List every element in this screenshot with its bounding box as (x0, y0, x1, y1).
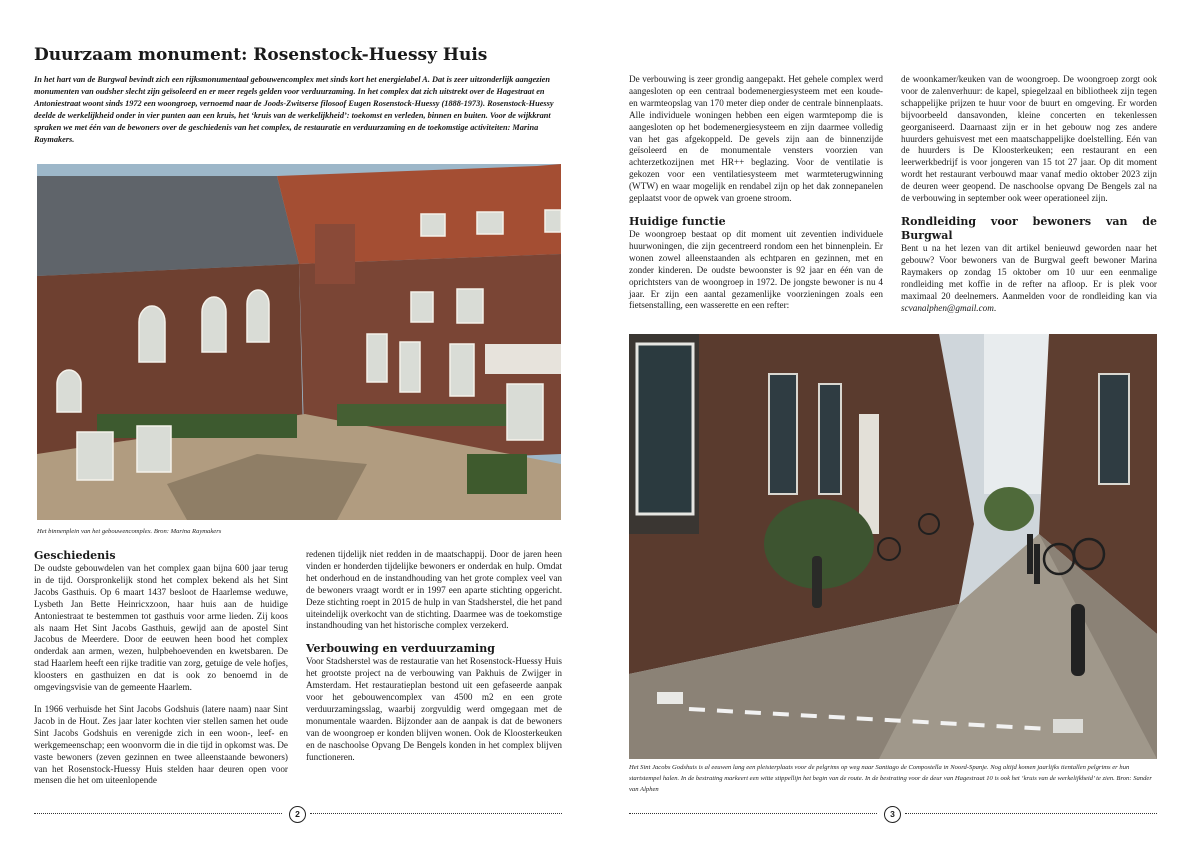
geschiedenis-paragraph-2: In 1966 verhuisde het Sint Jacobs Godshuis (latere naam) naar Sint Jacob in de Hout. Zes jaar later kochten vier stellen samen het oude Sint Jacobs Godshuis en verenigde zich in een woon-, leef- en werkgemeenschap; een woonvorm die in die tijd in opkomst was. De vaste bewoners (zeven gezinnen en twee alleenstaande bewoners) van het Rosenstock-Huessy Huis stelden haar deuren open voor mensen die het om uiteenlopende (34, 703, 288, 786)
article-title: Duurzaam monument: Rosenstock-Huessy Huis (34, 45, 488, 65)
contact-email-link[interactable]: scvanalphen@gmail.com (901, 302, 994, 313)
page-number-badge: 2 (289, 806, 306, 823)
street-photo-caption: Het Sint Jacobs Godshuis is al eeuwen lang een pleisterplaats voor de pelgrims op weg naar Santiago de Compostella in Noord-Spanje. Nog altijd komen jaarlijks tientallen pelgrims er hun startstempel halen. In de bestrating markeert een witte stippellijn het begin van de route. In de bestrating voor de deur van Hagestraat 10 is ook het ‘kruis van de werkelijkheid’ te zien. Bron: Sander van Alphen (629, 764, 1152, 793)
page2-column-right (306, 549, 562, 774)
geschiedenis-continued: redenen tijdelijk niet redden in de maatschappij. Door de jaren heen vinden er honderden tijdelijke bewoners er onderdak en hulp. Omdat het onderhoud en de instandhouding van het grote complex veel van de bewoners vraagt wordt er in 1997 een aparte stichting opgericht. Deze stichting roept in 2015 de hulp in van Stadsherstel, die het pand uiteindelijk overkocht van de stichting. Daarmee was de toekomstige instandhouding van het historische complex verzekerd. (306, 549, 562, 631)
rondleiding-text: Bent u na het lezen van dit artikel benieuwd geworden naar het gebouw? Voor bewoners van de Burgwal geeft bewoner Marina Raymakers op zondag 15 oktober om 10 uur een eenmalige rondleiding met koffie in de refter na afloop. Er is plek voor maximaal 20 deelnemers. Aanmelden voor de rondleiding kan via (901, 242, 1157, 301)
section-heading-verbouwing: Verbouwing en verduurzaming (306, 642, 495, 656)
footer-rule-right (905, 813, 1157, 814)
huidige-functie-paragraph: De woongroep bestaat op dit moment uit zeventien individuele huurwoningen, die zijn gecentreerd rondom een het binnenplein. Er wonen zowel alleenstaanden als echtparen en gezinnen, met en zonder kinderen. De oudste bewoonster is 92 jaar en één van de oprichtsters van de woongroep in 1972. De jongste bewoner is nu 4 jaar. Er zijn een aantal gezamenlijke voorzieningen zoals een fietsenstalling, een wasserette en een refter: (629, 228, 883, 311)
verbouwing-continued: De verbouwing is zeer grondig aangepakt. Het gehele complex werd aangesloten op een centraal bodemenergiesysteem met een koude- en warmteopslag van 170 meter diep onder de centrale binnenplaats. Alle individuele woningen hebben een eigen warmtepomp die is aangesloten op het bodemenergiesysteem en zijn daarmee volledig van het gas afgekoppeld. De gevels zijn aan de binnenzijde geïsoleerd en de monumentale vensters voorzien van achterzetkozijnen met HR++ beglazing. Voor de ventilatie is gekozen voor een ventilatiesysteem met warmteterugwinning (WTW) en waar mogelijk en rendabel zijn op het dak zonnepanelen geplaatst voor de opwek van groene stroom. (629, 74, 883, 204)
section-heading-geschiedenis: Geschiedenis (34, 549, 116, 562)
huidige-functie-continued: de woonkamer/keuken van de woongroep. De woongroep zorgt ook voor de zalenverhuur: de kapel, spiegelzaal en bibliotheek zijn tegen schappelijke prijzen te huur voor de buurt en omgeving. Er worden bijvoorbeeld dansavonden, kleine concerten en tekenlessen georganiseerd. Daarnaast zijn er in het gebouw nog zes andere huurders gehuisvest met een maatschappelijke doelstelling. Eén van de huurders is De Kloosterkeuken; een restaurant en een leerwerkbedrijf is voor jongeren van 15 tot 27 jaar. Op dit moment wordt het restaurant verbouwd maar vanaf medio oktober 2023 zijn de deuren weer geopend. De naschoolse opvang De Bengels zal na de verbouwing in september ook weer operationeel zijn. (901, 74, 1157, 204)
geschiedenis-paragraph-1: De oudste gebouwdelen van het complex gaan bijna 600 jaar terug in de tijd. Oorspronkelijk stond het complex bekend als het Sint Jacobs Gasthuis. Op 6 maart 1437 besloot de Haarlemse weduwe, Lysbeth Jan Bette Heinricxzoon, haar huis aan de huidige Antoniestraat te bestemmen tot gasthuis voor arme lieden. Zij koos als naam Het Sint Jacobs Gasthuis, gewijd aan de apostel Sint Jacobus de Meerdere. Door de eeuwen heen bood het complex onderdak aan armen, wezen, hulpbehoevenden en kwetsbaren. De stad Haarlem heeft een rijke traditie van zorg, getuige de vele hofjes, kloosters en gasthuizen en dat is ook zo benoemd in de omgevingsvisie van de gemeente Haarlem. (34, 563, 288, 693)
street-photo (629, 334, 1157, 759)
page-number-badge: 3 (884, 806, 901, 823)
page-3 (595, 0, 1190, 841)
intro-part-2: Rosenstock-Huessy deelde de werkelijkheid onder in vier punten aan een kruis, het ‘kruis van de werkelijkheid’: toekomst en verleden, binnen en buiten. Voor de wijkkrant spraken we met één van de bewoners over de geschiedenis van het complex, de restauratie en verduurzaming en de toekomstige activiteiten: Marina Raymakers. (34, 99, 554, 144)
page3-column-right (901, 74, 1157, 324)
section-heading-rondleiding: Rondleiding voor bewoners van de Burgwal (901, 214, 1157, 242)
verbouwing-paragraph: Voor Stadsherstel was de restauratie van het Rosenstock-Huessy Huis het grootste project na de verbouwing van Pakhuis de Zwijger in Amsterdam. Het restauratieplan bestond uit een gefaseerde aanpak voor het gebouwencomplex van 4500 m2 en een grote verduurzamingsslag, waarbij zorgvuldig werd omgegaan met de monumentale waarden. Bijzonder aan de aanpak is dat de bewoners van de woongroep er konden blijven wonen. Ook de Kloosterkeuken en de naschoolse Opvang De Bengels konden in het complex blijven functioneren. (306, 656, 563, 762)
page2-column-left (34, 549, 288, 797)
courtyard-photo (37, 164, 561, 520)
footer-rule-left (34, 813, 282, 814)
courtyard-photo-caption: Het binnenplein van het gebouwencomplex. Bron: Marina Raymakers (37, 528, 222, 535)
section-heading-huidige-functie: Huidige functie (629, 214, 726, 228)
intro-part-1: In het hart van de Burgwal bevindt zich een rijksmonumentaal gebouwencomplex met sinds kort het energielabel A. Dat is zeer uitzonderlijk aangezien monumenten van oudsher slecht zijn geïsoleerd en er meer regels gelden voor verduurzaming. In het complex dat zich uitstrekt over de Hagestraat en Antoniestraat woont sinds 1972 een woongroep, vernoemd naar de Joods-Zwitserse filosoof Eugen Rosenstock-Huessy (1888-1973). (34, 75, 550, 108)
page3-column-left (629, 74, 883, 322)
article-intro (34, 74, 562, 146)
footer-rule-right (310, 813, 562, 814)
footer-rule-left (629, 813, 877, 814)
rondleiding-paragraph: Bent u na het lezen van dit artikel benieuwd geworden naar het gebouw? Voor bewoners van de Burgwal geeft bewoner Marina Raymakers op zondag 15 oktober om 10 uur een eenmalige rondleiding met koffie in de refter na afloop. Er is plek voor maximaal 20 deelnemers. Aanmelden voor de rondleiding kan via scvanalphen@gmail.com. (901, 242, 1157, 313)
